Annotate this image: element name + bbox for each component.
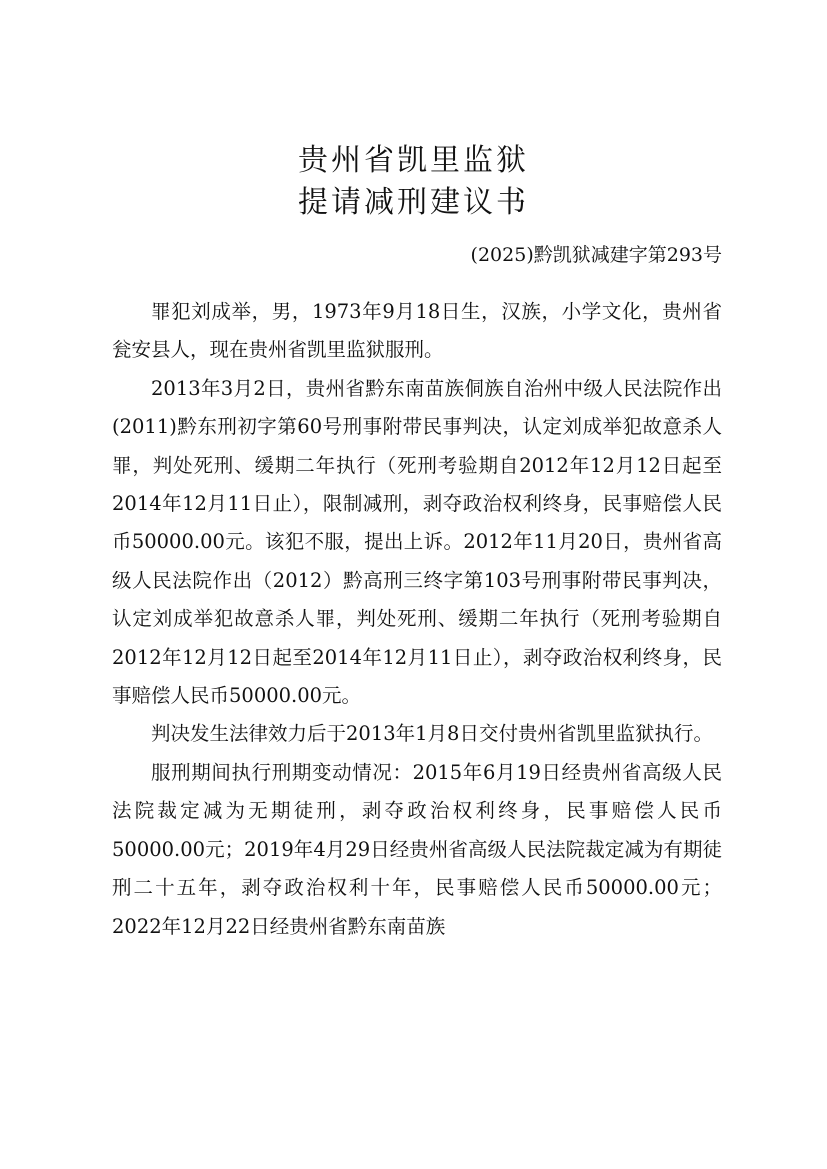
document-number: (2025)黔凯狱减建字第293号	[470, 244, 722, 266]
title-institution: 贵州省凯里监狱	[298, 143, 529, 178]
paragraph-judgment-history: 2013年3月2日，贵州省黔东南苗族侗族自治州中级人民法院作出(2011)黔东刑初字第60号刑事附带民事判决，认定刘成举犯故意杀人罪，判处死刑、缓期二年执行（死刑考验期自2012年12月12日起至2014年12月11日止），限制减刑，剥夺政治权利终身，民事赔偿人民币50000.00元。该犯不服，提出上诉。2012年11月20日，贵州省高级人民法院作出（2012）黔高刑三终字第103号刑事附带民事判决，认定刘成举犯故意杀人罪，判处死刑、缓期二年执行（死刑考验期自2012年12月12日起至2014年12月11日止），剥夺政治权利终身，民事赔偿人民币50000.00元。	[112, 376, 722, 708]
paragraph-execution-delivery: 判决发生法律效力后于2013年1月8日交付贵州省凯里监狱执行。	[151, 722, 713, 746]
title-document-type: 提请减刑建议书	[298, 185, 529, 220]
paragraph-offender-info: 罪犯刘成举，男，1973年9月18日生，汉族，小学文化，贵州省瓮安县人，现在贵州省凯里监狱服刑。	[112, 300, 722, 362]
title-block	[0, 140, 827, 224]
document-body	[112, 293, 722, 946]
paragraph-sentence-changes: 服刑期间执行刑期变动情况：2015年6月19日经贵州省高级人民法院裁定减为无期徒刑，剥夺政治权利终身，民事赔偿人民币50000.00元；2019年4月29日经贵州省高级人民法院裁定减为有期徒刑二十五年，剥夺政治权利十年，民事赔偿人民币50000.00元；2022年12月22日经贵州省黔东南苗族	[112, 760, 722, 938]
